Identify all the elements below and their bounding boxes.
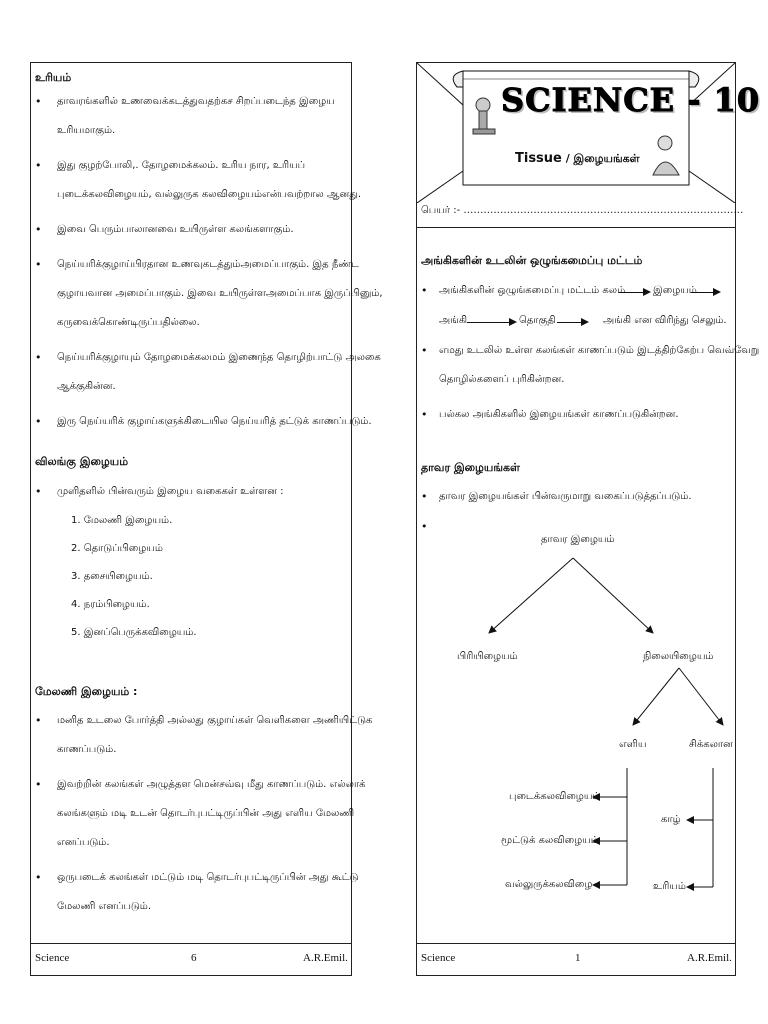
bullet-icon: • <box>421 520 428 533</box>
organ-line1-text: அங்கிகளின் ஒழுங்கமைப்பு மட்டம் கலம் <box>439 285 626 296</box>
bullet-text-line: இவை பெரும்பாலானவை உயிருள்ள கலங்களாகும். <box>57 224 294 235</box>
bullet-text-line: ஒருபடைக் கலங்கள் மட்டும் மடி தொடர்புபட்டிருப்பின் அது கூட்டு <box>57 872 359 883</box>
bullet-icon: • <box>35 778 42 791</box>
bullet-text-line: எனப்படும். <box>57 837 110 848</box>
bullet-text-line: நெய்யரிக்குழாயும் தோழமைக்கலமம் இணைந்த தொழிற்பாட்டு அலகை <box>57 352 381 363</box>
footer-divider <box>417 943 735 944</box>
tree-edge <box>573 558 653 633</box>
bullet-text-line: புடைக்கலவிழையம், வல்லுருக கலவிழையம்என்பவற்றால ஆனது. <box>57 189 362 200</box>
plant-intro: தாவர இழையங்கள் பின்வருமாறு வகைப்படுத்தப்படும். <box>439 491 692 502</box>
tree-parenchyma: புடைக்கலவிழையம் <box>509 791 601 802</box>
bullet-text-line: காணப்படும். <box>57 744 117 755</box>
plant-heading: தாவர இழையங்கள் <box>421 461 520 474</box>
bullet-icon: • <box>421 490 428 503</box>
bullet-text-line: கலங்களும் மடி உடன் தொடர்புபட்டிருப்பின் அது எளிய மேலணி <box>57 808 355 819</box>
tree-xylem: காழ் <box>661 814 681 825</box>
bullet-text-line: கருவைக்கொண்டிருப்பதில்லை. <box>57 317 200 328</box>
bullet-icon: • <box>421 408 428 421</box>
bullet-icon: • <box>35 714 42 727</box>
bullet-icon: • <box>35 415 42 428</box>
tissue-list-item: 4. நரம்பிழையம். <box>71 599 150 610</box>
footer-author: A.R.Emil. <box>687 952 732 964</box>
footer-left: Science <box>35 952 70 964</box>
organ-heading: அங்கிகளின் உடலின் ஒழுங்கமைப்பு மட்டம் <box>421 254 643 267</box>
page-number: 6 <box>191 952 197 964</box>
bullet-text-line: மேலணி எனப்படும். <box>57 901 152 912</box>
tree-complex: சிக்கலான <box>689 739 733 750</box>
footer-author: A.R.Emil. <box>303 952 348 964</box>
tree-phloem: உரியம் <box>653 881 686 892</box>
bullet-text-line: தாவரங்களில் உணவைக்கடத்துவதற்கச சிறப்படைந்த இழைய <box>57 96 335 107</box>
bullet-text-line: குழாயவான அமைப்பாகும். இவை உயிருள்ளஅமைப்பாக இருப்பினும், <box>57 288 383 299</box>
organ-line2-organ: அங்கி <box>439 315 468 326</box>
tissue-list-item: 2. தொடுப்பிழையம் <box>71 543 163 554</box>
tree-edge <box>679 668 723 725</box>
tree-meristem: பிரியிழையம் <box>457 651 518 662</box>
name-field[interactable]: பெயர் :- ………………………………………………………………………… <box>421 205 744 216</box>
bullet-text-line: நெய்யரிக்குழாய்பிரதான உணவுகடத்தும்அமைப்பாகும். இத நீண்ட <box>57 259 359 270</box>
bullet-text-line: இவற்றின் கலங்கள் அழுத்தள மென்சவ்வு மீது காணப்படும். எல்லாக் <box>57 779 366 790</box>
tree-root: தாவர இழையம் <box>541 534 615 545</box>
organ-line1-tissue: இழையம் <box>653 285 697 296</box>
bullet-icon: • <box>421 284 428 297</box>
footer-divider <box>31 943 351 944</box>
bullet-icon: • <box>35 871 42 884</box>
bullet-text-line: இது குழற்போலி,. தோழமைக்கலம். உரிய நார, உரியப் <box>57 160 306 171</box>
tree-sclerenchyma: வல்லுருக்கலவிழை <box>505 879 593 890</box>
banner-subtitle-en: Tissue <box>515 151 562 166</box>
right-page <box>416 62 761 976</box>
bullet-icon: • <box>35 485 42 498</box>
tissue-list-item: 1. மேலணி இழையம். <box>71 515 173 526</box>
left-page <box>30 62 383 976</box>
tree-edge <box>489 558 573 633</box>
tree-simple: எளிய <box>619 739 647 750</box>
tree-collenchyma: மூட்டுக் கலவிழையம் <box>501 835 599 846</box>
bullet-icon: • <box>35 159 42 172</box>
bullet-text-line: இரு நெய்யரிக் குழாய்களுக்கிடையில நெய்யரித் தட்டுக் காணப்படும். <box>57 416 372 427</box>
organ-line2-system: தொகுதி <box>519 315 556 326</box>
vilangu-heading: விலங்கு இழையம் <box>35 455 129 468</box>
uriyam-heading: உரியம் <box>35 71 72 84</box>
organ-line2-rest: அங்கி என விரிந்து செலும். <box>603 315 727 326</box>
bullet-icon: • <box>35 351 42 364</box>
bullet-text-line: எமது உடலில் உள்ள கலங்கள் காணப்படும் இடத்திற்கேற்ப வெவ்வேறு <box>439 345 760 356</box>
bullet-text-line: பல்கல அங்கிகளில் இழையங்கள் காணப்படுகின்றன. <box>439 409 679 420</box>
tree-edge <box>633 668 679 725</box>
bullet-text-line: மனித உடலை போர்த்தி அல்லது குழாய்கள் வெளிகளை அணியிட்டுக <box>57 715 373 726</box>
footer-left: Science <box>421 952 456 964</box>
bullet-icon: • <box>35 258 42 271</box>
banner-title: SCIENCE - 10 <box>501 81 761 119</box>
banner-subtitle-ta: / இழையங்கள் <box>561 152 640 165</box>
tissue-list-item: 5. இனப்பெருக்கவிழையம். <box>71 627 197 638</box>
bullet-icon: • <box>35 223 42 236</box>
page-number: 1 <box>575 952 581 964</box>
bullet-icon: • <box>421 344 428 357</box>
bullet-text-line: உரியமாகும். <box>57 125 116 136</box>
vilangu-intro: முளிதளில் பின்வரும் இழைய வகைகள் உள்ளன : <box>57 486 284 497</box>
bullet-text-line: தொழில்களைப் புரிகின்றன. <box>439 374 565 385</box>
bullet-text-line: ஆக்குகின்ன. <box>57 381 116 392</box>
tissue-list-item: 3. தசையிழையம். <box>71 571 153 582</box>
melani-heading: மேலணி இழையம் : <box>35 685 138 698</box>
bullet-icon: • <box>35 95 42 108</box>
tree-permanent: நிலையிழையம் <box>643 651 714 662</box>
